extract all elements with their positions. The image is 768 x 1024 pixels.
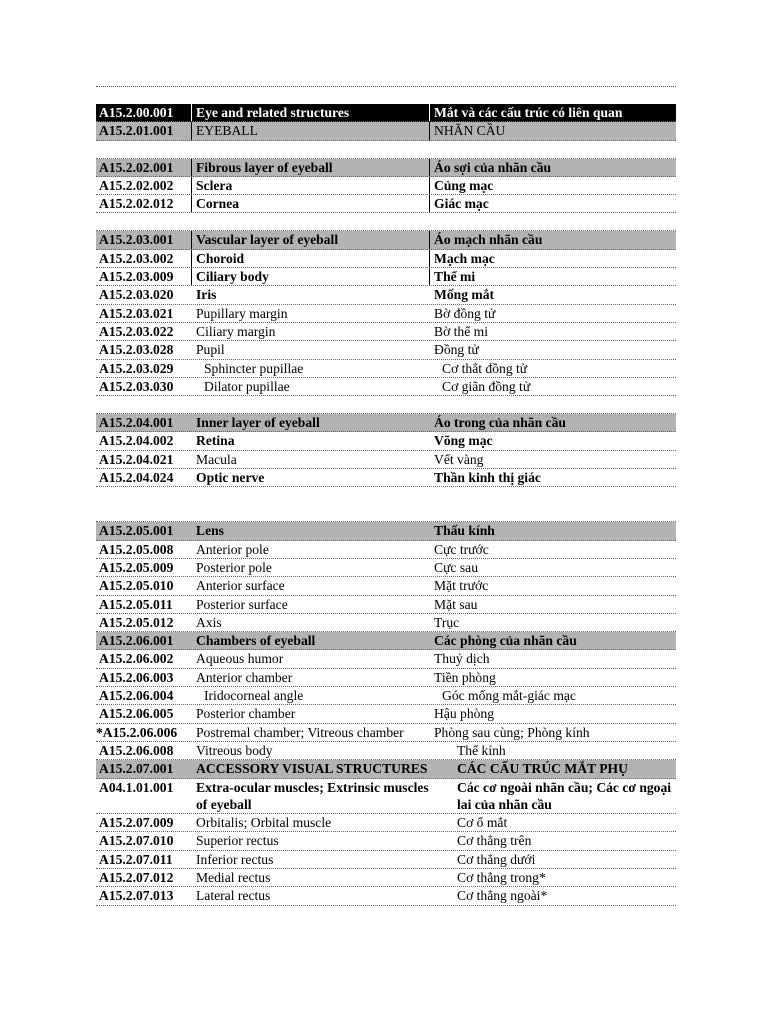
code-cell: [96, 832, 192, 849]
code-text: A15.2.07.001: [99, 761, 174, 777]
english-term-cell: [192, 122, 430, 139]
vietnamese-term-cell: [430, 341, 676, 358]
code-text: A15.2.02.002: [99, 177, 174, 193]
code-cell: [96, 378, 192, 395]
table-row: [96, 159, 676, 177]
english-term-cell: [192, 378, 430, 395]
vietnamese-term-cell: [430, 596, 676, 613]
code-cell: [96, 614, 192, 631]
english-term-cell: [192, 851, 430, 868]
table-row: [96, 360, 676, 378]
code-cell: [96, 687, 192, 704]
vietnamese-term: Thể kính: [457, 742, 506, 758]
code-cell: [96, 195, 192, 212]
code-text: A15.2.05.001: [99, 523, 174, 539]
english-term: Anterior surface: [196, 578, 285, 594]
english-term-cell: [192, 305, 430, 322]
english-term-cell: [192, 522, 430, 539]
code-text: A15.2.06.001: [99, 633, 174, 649]
code-text: A15.2.05.011: [99, 596, 173, 612]
code-text: A15.2.04.021: [99, 451, 174, 467]
vietnamese-term-cell: [430, 742, 676, 759]
vietnamese-term: Góc mống mắt-giác mạc: [442, 688, 576, 704]
code-text: A15.2.05.010: [99, 578, 174, 594]
code-text: A15.2.03.020: [99, 287, 174, 303]
code-cell: [96, 760, 192, 777]
table-row: [96, 779, 676, 815]
code-cell: [96, 742, 192, 759]
vietnamese-term-cell: [430, 577, 676, 594]
table-row: [96, 469, 676, 487]
vietnamese-term-cell: [430, 360, 676, 377]
english-term: Eye and related structures: [196, 105, 350, 120]
spacer-row: [96, 213, 676, 231]
vietnamese-term-cell: [430, 195, 676, 212]
vietnamese-term: Áo trong của nhãn cầu: [434, 415, 566, 431]
vietnamese-term: Trục: [434, 614, 460, 630]
english-term: Superior rectus: [196, 833, 279, 849]
vietnamese-term-cell: [430, 541, 676, 558]
code-text: A15.2.03.028: [99, 342, 174, 358]
english-term-cell: [192, 451, 430, 468]
english-term-cell: [192, 596, 430, 613]
code-cell: [96, 231, 192, 248]
code-cell: [96, 522, 192, 539]
english-term: Posterior pole: [196, 559, 272, 575]
english-term: EYEBALL: [196, 123, 258, 139]
table-row: [96, 305, 676, 323]
code-cell: [96, 705, 192, 722]
english-term: Optic nerve: [196, 470, 265, 486]
english-term: Anterior pole: [196, 541, 269, 557]
english-term-cell: [192, 250, 430, 267]
vietnamese-term-cell: [430, 159, 676, 176]
vietnamese-term: Cơ thẳng dưới: [457, 851, 536, 867]
code-text: A15.2.06.004: [99, 688, 174, 704]
vietnamese-term-cell: [430, 779, 676, 814]
vietnamese-term-cell: [430, 687, 676, 704]
code-text: A15.2.05.012: [99, 614, 174, 630]
spacer-row: [96, 487, 676, 522]
vietnamese-term-cell: [430, 305, 676, 322]
code-text: A15.2.04.001: [99, 415, 174, 431]
english-term-cell: [192, 832, 430, 849]
code-cell: [96, 779, 192, 814]
english-term: ACCESSORY VISUAL STRUCTURES: [196, 761, 428, 777]
code-cell: [96, 814, 192, 831]
code-text: A15.2.03.021: [99, 305, 174, 321]
code-text: A15.2.01.001: [99, 123, 174, 139]
code-text: A15.2.02.012: [99, 196, 174, 212]
code-cell: [96, 432, 192, 449]
vietnamese-term: NHÃN CẦU: [434, 123, 506, 139]
vietnamese-term: Mặt sau: [434, 596, 478, 612]
table-row: [96, 851, 676, 869]
english-term: Retina: [196, 433, 235, 449]
english-term: Aqueous humor: [196, 651, 284, 667]
english-term-cell: [192, 177, 430, 194]
vietnamese-term: Các cơ ngoài nhãn cầu; Các cơ ngoại lai của nhãn cầu: [457, 779, 672, 812]
code-cell: [96, 286, 192, 303]
vietnamese-term: Cơ giãn đồng tử: [442, 378, 531, 394]
vietnamese-term: Thể mi: [434, 269, 476, 285]
vietnamese-term: Tiền phòng: [434, 669, 496, 685]
vietnamese-term-cell: [430, 814, 676, 831]
code-text: A15.2.07.010: [99, 833, 174, 849]
table-row: [96, 669, 676, 687]
table-row: [96, 541, 676, 559]
code-cell: [96, 632, 192, 649]
english-term-cell: [192, 705, 430, 722]
table-row: [96, 614, 676, 632]
vietnamese-term: Củng mạc: [434, 177, 494, 193]
english-term-cell: [192, 414, 430, 431]
table-row: [96, 451, 676, 469]
english-term: Fibrous layer of eyeball: [196, 159, 333, 175]
table-row: [96, 432, 676, 450]
code-text: A15.2.03.009: [99, 269, 174, 285]
english-term: Sphincter pupillae: [204, 360, 304, 376]
english-term-cell: [192, 687, 430, 704]
code-cell: [96, 305, 192, 322]
vietnamese-term-cell: [430, 231, 676, 248]
vietnamese-term-cell: [430, 414, 676, 431]
code-cell: [96, 577, 192, 594]
vietnamese-term-cell: [430, 250, 676, 267]
english-term-cell: [192, 559, 430, 576]
vietnamese-term: Bờ đồng tử: [434, 305, 496, 321]
table-row: [96, 760, 676, 778]
vietnamese-term: Cơ thẳng trong*: [457, 869, 546, 885]
english-term-cell: [192, 650, 430, 667]
table-row: [96, 577, 676, 595]
code-text: A15.2.03.029: [99, 360, 174, 376]
code-cell: [96, 650, 192, 667]
vietnamese-term: Mắt và các cấu trúc có liên quan: [434, 105, 623, 120]
english-term: Orbitalis; Orbital muscle: [196, 815, 332, 831]
table-row: [96, 887, 676, 905]
english-term-cell: [192, 742, 430, 759]
english-term: Axis: [196, 614, 222, 630]
english-term: Medial rectus: [196, 869, 271, 885]
table-row: [96, 724, 676, 742]
english-term: Cornea: [196, 196, 240, 212]
vietnamese-term: Hậu phòng: [434, 706, 495, 722]
vietnamese-term: Cơ thẳng trên: [457, 833, 532, 849]
vietnamese-term-cell: [430, 632, 676, 649]
vietnamese-term: Bờ thể mi: [434, 323, 489, 339]
english-term-cell: [192, 432, 430, 449]
english-term: Lateral rectus: [196, 888, 271, 904]
code-cell: [96, 669, 192, 686]
english-term: Vascular layer of eyeball: [196, 232, 339, 248]
english-term-cell: [192, 541, 430, 558]
vietnamese-term: Áo mạch nhãn cầu: [434, 232, 543, 248]
code-text: A15.2.00.001: [99, 105, 174, 120]
spacer-row: [96, 396, 676, 414]
table-row: [96, 632, 676, 650]
code-cell: [96, 596, 192, 613]
code-cell: [96, 177, 192, 194]
english-term: Pupillary margin: [196, 305, 288, 321]
table-row: [96, 832, 676, 850]
vietnamese-term: Thấu kính: [434, 523, 495, 539]
english-term: Anterior chamber: [196, 669, 293, 685]
vietnamese-term: Cơ ổ mắt: [457, 815, 508, 831]
table-row: [96, 231, 676, 249]
english-term-cell: [192, 577, 430, 594]
english-term-cell: [192, 614, 430, 631]
table-row: [96, 596, 676, 614]
english-term: Extra-ocular muscles; Extrinsic muscles of eyeball: [196, 779, 429, 812]
code-text: A15.2.05.009: [99, 559, 174, 575]
vietnamese-term: Vết vàng: [434, 451, 484, 467]
english-term-cell: [192, 231, 430, 248]
code-cell: [96, 469, 192, 486]
english-term: Chambers of eyeball: [196, 633, 316, 649]
vietnamese-term-cell: [430, 469, 676, 486]
english-term-cell: [192, 869, 430, 886]
code-text: A15.2.06.008: [99, 742, 174, 758]
vietnamese-term-cell: [430, 432, 676, 449]
table-row: [96, 522, 676, 540]
vietnamese-term-cell: [430, 869, 676, 886]
vietnamese-term: Võng mạc: [434, 433, 493, 449]
code-text: A15.2.06.003: [99, 669, 174, 685]
table-row: [96, 559, 676, 577]
table-row: [96, 268, 676, 286]
english-term: Pupil: [196, 342, 225, 358]
table-row: [96, 705, 676, 723]
code-text: A15.2.06.005: [99, 706, 174, 722]
vietnamese-term-cell: [430, 760, 676, 777]
vietnamese-term-cell: [430, 559, 676, 576]
code-cell: [96, 887, 192, 904]
english-term: Inner layer of eyeball: [196, 415, 320, 431]
code-text: A15.2.04.002: [99, 433, 174, 449]
english-term: Iris: [196, 287, 217, 303]
vietnamese-term: Mống mắt: [434, 287, 495, 303]
code-text: A15.2.03.022: [99, 323, 174, 339]
code-cell: [96, 159, 192, 176]
spacer-row: [96, 141, 676, 159]
vietnamese-term: Cơ thắt đồng tử: [442, 360, 528, 376]
vietnamese-term-cell: [430, 832, 676, 849]
table-row: [96, 814, 676, 832]
vietnamese-term: Cực trước: [434, 541, 489, 557]
table-row: [96, 742, 676, 760]
vietnamese-term: CÁC CẤU TRÚC MẮT PHỤ: [457, 761, 628, 777]
vietnamese-term: Giác mạc: [434, 196, 489, 212]
english-term: Vitreous body: [196, 742, 273, 758]
vietnamese-term-cell: [430, 851, 676, 868]
table-row: [96, 286, 676, 304]
vietnamese-term: Mặt trước: [434, 578, 489, 594]
english-term: Macula: [196, 451, 237, 467]
english-term-cell: [192, 268, 430, 285]
english-term: Posterior chamber: [196, 706, 296, 722]
english-term-cell: [192, 323, 430, 340]
english-term-cell: [192, 632, 430, 649]
vietnamese-term: Các phòng của nhãn cầu: [434, 633, 577, 649]
vietnamese-term: Đồng tử: [434, 342, 479, 358]
english-term-cell: [192, 724, 430, 741]
english-term: Choroid: [196, 250, 245, 266]
english-term: Inferior rectus: [196, 851, 274, 867]
vietnamese-term-cell: [430, 323, 676, 340]
code-text: A15.2.06.002: [99, 651, 174, 667]
code-cell: [96, 250, 192, 267]
vietnamese-term-cell: [430, 650, 676, 667]
table-row: [96, 323, 676, 341]
english-term-cell: [192, 286, 430, 303]
english-term-cell: [192, 195, 430, 212]
table-row: [96, 104, 676, 122]
vietnamese-term-cell: [430, 614, 676, 631]
code-cell: [96, 559, 192, 576]
top-divider: [96, 86, 676, 87]
code-cell: [96, 541, 192, 558]
table-row: [96, 869, 676, 887]
english-term-cell: [192, 159, 430, 176]
code-cell: [96, 724, 192, 741]
english-term: Ciliary margin: [196, 323, 276, 339]
english-term: Dilator pupillae: [204, 378, 290, 394]
code-text: A15.2.07.011: [99, 851, 173, 867]
english-term-cell: [192, 779, 430, 814]
code-text: A15.2.03.002: [99, 250, 174, 266]
vietnamese-term: Cực sau: [434, 559, 478, 575]
table-row: [96, 378, 676, 396]
code-cell: [96, 851, 192, 868]
table-row: [96, 177, 676, 195]
vietnamese-term-cell: [430, 104, 676, 121]
terminology-table: [96, 86, 676, 906]
table-body: [96, 104, 676, 906]
code-cell: [96, 451, 192, 468]
vietnamese-term-cell: [430, 887, 676, 904]
english-term-cell: [192, 104, 430, 121]
english-term: Postremal chamber; Vitreous chamber: [196, 724, 404, 740]
vietnamese-term-cell: [430, 268, 676, 285]
code-cell: [96, 414, 192, 431]
vietnamese-term-cell: [430, 705, 676, 722]
code-cell: [96, 341, 192, 358]
english-term-cell: [192, 760, 430, 777]
vietnamese-term-cell: [430, 286, 676, 303]
code-cell: [96, 122, 192, 139]
vietnamese-term: Phòng sau cùng; Phòng kính: [434, 724, 590, 740]
vietnamese-term-cell: [430, 177, 676, 194]
table-row: [96, 250, 676, 268]
code-text: A15.2.07.013: [99, 888, 174, 904]
code-cell: [96, 268, 192, 285]
code-text: A15.2.02.001: [99, 159, 174, 175]
table-row: [96, 650, 676, 668]
vietnamese-term: Thần kinh thị giác: [434, 470, 541, 486]
table-row: [96, 195, 676, 213]
vietnamese-term: Mạch mạc: [434, 250, 495, 266]
table-row: [96, 687, 676, 705]
english-term-cell: [192, 341, 430, 358]
code-text: A15.2.03.001: [99, 232, 174, 248]
vietnamese-term-cell: [430, 669, 676, 686]
vietnamese-term: Cơ thẳng ngoài*: [457, 888, 548, 904]
code-text: A15.2.05.008: [99, 541, 174, 557]
english-term-cell: [192, 814, 430, 831]
english-term-cell: [192, 360, 430, 377]
table-row: [96, 122, 676, 140]
english-term: Ciliary body: [196, 269, 269, 285]
code-text: A04.1.01.001: [99, 779, 174, 795]
english-term: Posterior surface: [196, 596, 288, 612]
code-text: A15.2.03.030: [99, 378, 174, 394]
code-text: A15.2.04.024: [99, 470, 174, 486]
code-text: *A15.2.06.006: [96, 724, 178, 740]
vietnamese-term-cell: [430, 522, 676, 539]
english-term-cell: [192, 887, 430, 904]
vietnamese-term-cell: [430, 451, 676, 468]
table-row: [96, 341, 676, 359]
table-row: [96, 414, 676, 432]
vietnamese-term: Áo sợi của nhãn cầu: [434, 159, 552, 175]
code-cell: [96, 869, 192, 886]
code-text: A15.2.07.012: [99, 869, 174, 885]
code-cell: [96, 104, 192, 121]
vietnamese-term-cell: [430, 122, 676, 139]
english-term: Lens: [196, 523, 224, 539]
vietnamese-term-cell: [430, 724, 676, 741]
code-cell: [96, 323, 192, 340]
english-term-cell: [192, 469, 430, 486]
vietnamese-term-cell: [430, 378, 676, 395]
code-text: A15.2.07.009: [99, 815, 174, 831]
vietnamese-term: Thuỷ dịch: [434, 651, 490, 667]
code-cell: [96, 360, 192, 377]
english-term: Iridocorneal angle: [204, 688, 304, 704]
english-term: Sclera: [196, 177, 233, 193]
english-term-cell: [192, 669, 430, 686]
